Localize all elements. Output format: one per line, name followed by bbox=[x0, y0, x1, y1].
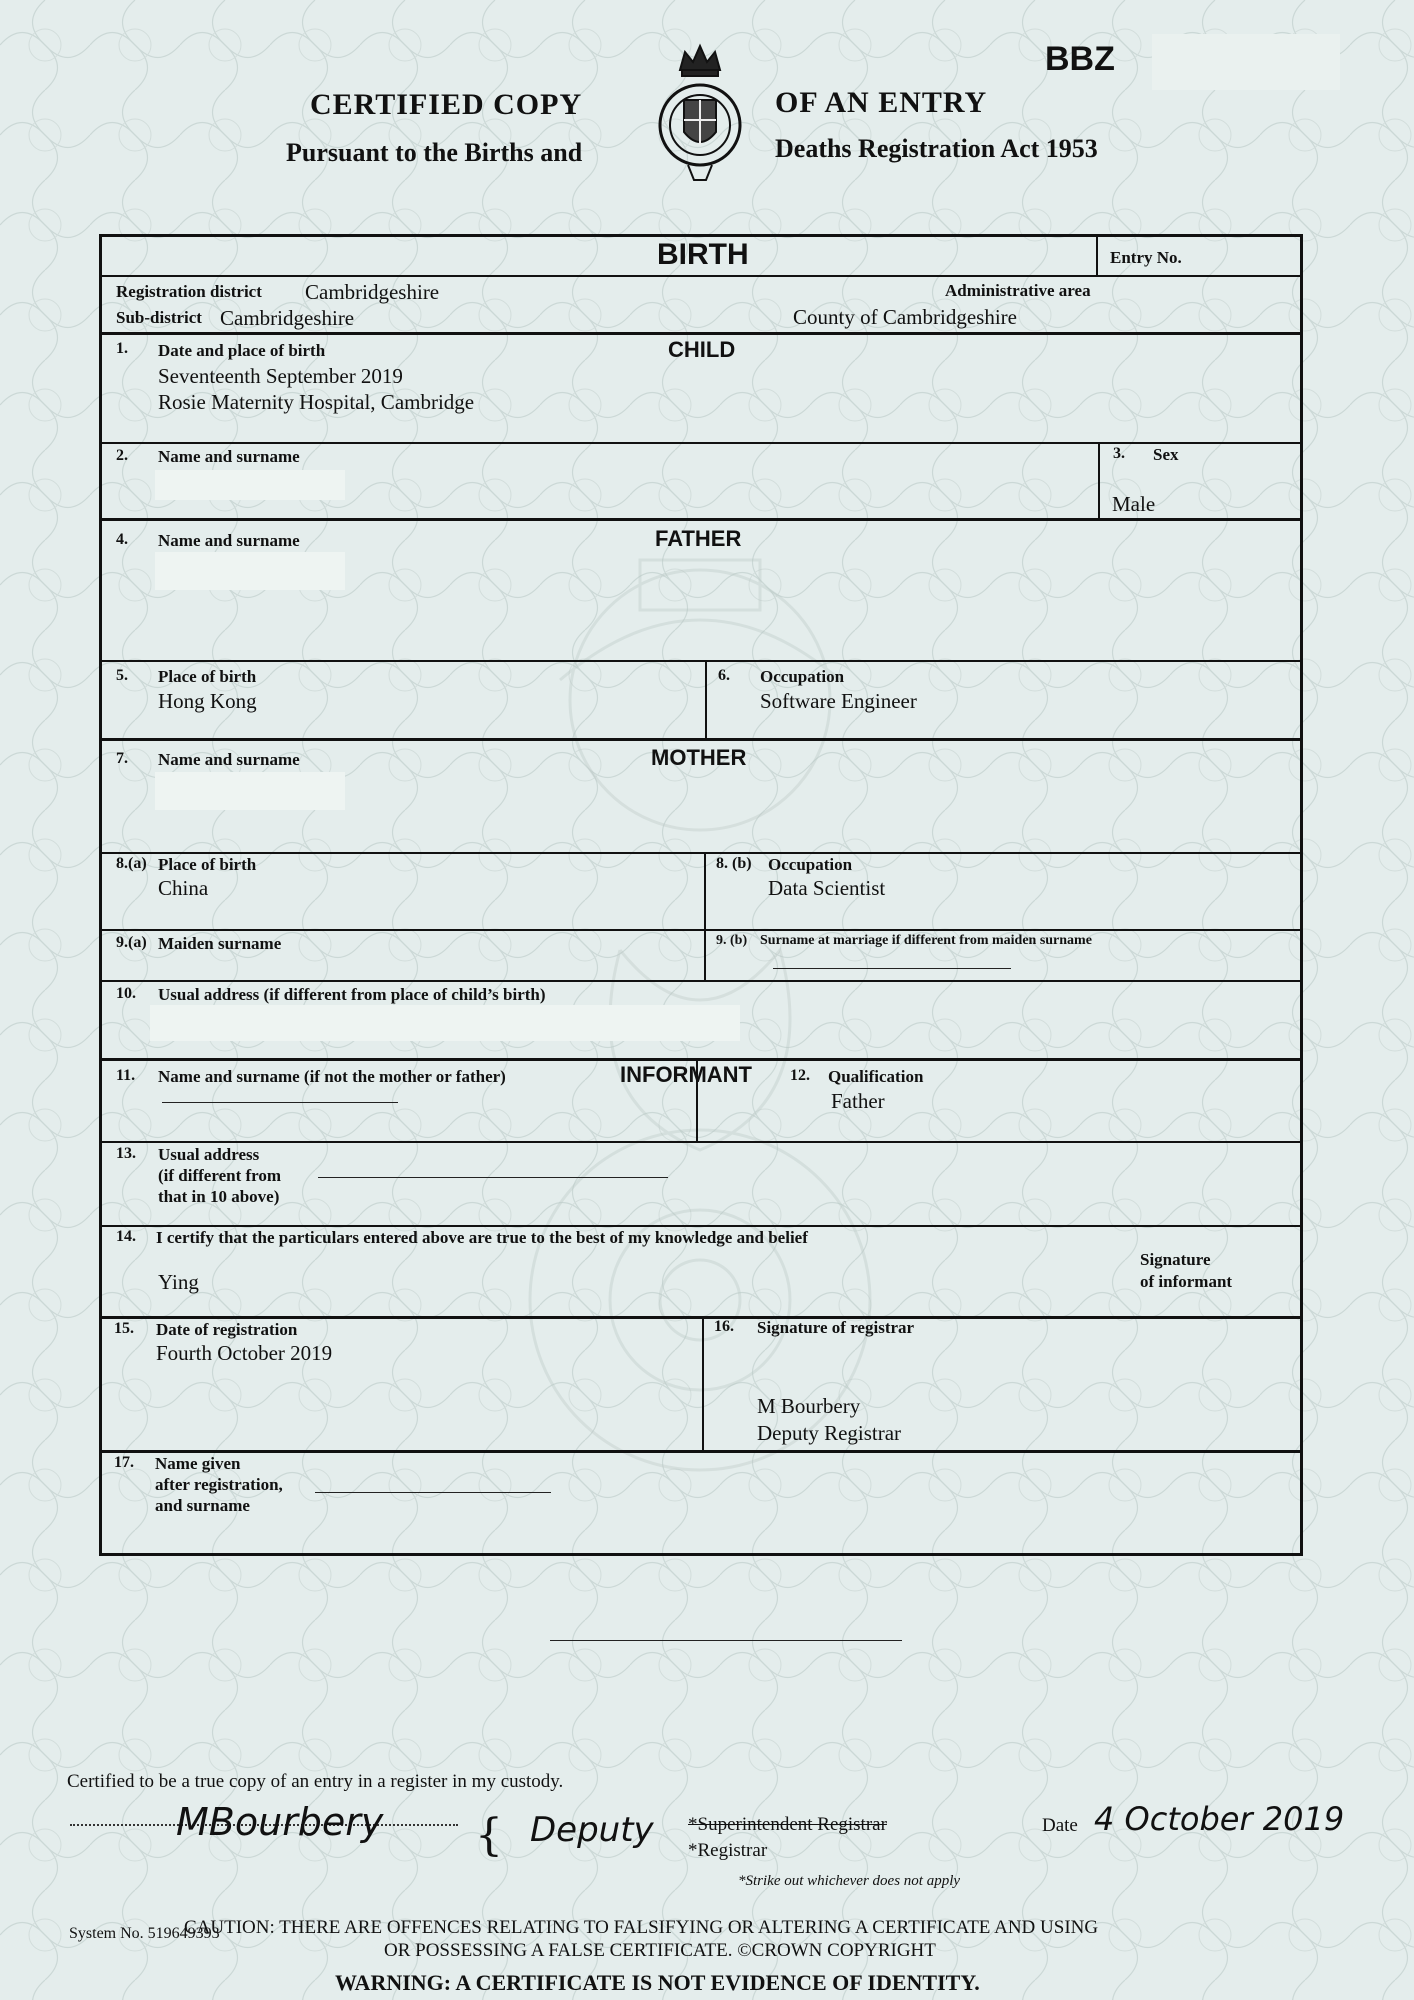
registrar-name-value: M Bourbery bbox=[757, 1394, 861, 1418]
field-10-label: Usual address (if different from place of child’s birth) bbox=[158, 985, 546, 1004]
field-7-number: 7. bbox=[116, 750, 128, 767]
field-5-label: Place of birth bbox=[158, 667, 257, 686]
field-9b-number: 9. (b) bbox=[716, 933, 748, 948]
mother-occupation-value: Data Scientist bbox=[768, 876, 886, 900]
subtitle-left: Pursuant to the Births and bbox=[286, 138, 583, 167]
field-8b-number: 8. (b) bbox=[716, 855, 752, 872]
field-8a-label: Place of birth bbox=[158, 855, 257, 874]
field-16-label: Signature of registrar bbox=[757, 1318, 915, 1337]
field-3-label: Sex bbox=[1153, 445, 1179, 464]
registrar-handwritten-signature: MBourbery bbox=[176, 1800, 384, 1844]
field-17-blank-line bbox=[315, 1492, 551, 1493]
field-6-number: 6. bbox=[718, 667, 730, 684]
title-left: CERTIFIED COPY bbox=[310, 88, 583, 121]
registration-district-label: Registration district bbox=[116, 282, 262, 301]
sub-district-value: Cambridgeshire bbox=[220, 306, 355, 330]
entry-no-label: Entry No. bbox=[1110, 248, 1182, 267]
registration-district-value: Cambridgeshire bbox=[305, 280, 440, 304]
field-5-number: 5. bbox=[116, 667, 128, 684]
handwritten-deputy: Deputy bbox=[530, 1810, 654, 1850]
child-name-redacted bbox=[155, 470, 345, 500]
system-number: System No. 519649393 bbox=[69, 1925, 220, 1942]
field-9b-label: Surname at marriage if different from maiden surname bbox=[760, 933, 1092, 948]
field-4-number: 4. bbox=[116, 531, 128, 548]
administrative-area-value: County of Cambridgeshire bbox=[793, 305, 1017, 329]
field-2-number: 2. bbox=[116, 447, 128, 464]
field-17-label-3: and surname bbox=[155, 1496, 250, 1515]
serial-number-redacted bbox=[1152, 34, 1340, 90]
caution-line-1: CAUTION: THERE ARE OFFENCES RELATING TO FALSIFYING OR ALTERING A CERTIFICATE AND USING bbox=[184, 1917, 1099, 1938]
field-11-number: 11. bbox=[116, 1067, 136, 1084]
date-label: Date bbox=[1042, 1815, 1078, 1836]
section-mother: MOTHER bbox=[651, 745, 747, 770]
serial-prefix: BBZ bbox=[1045, 40, 1115, 78]
child-sex-value: Male bbox=[1112, 492, 1156, 516]
child-birth-place: Rosie Maternity Hospital, Cambridge bbox=[158, 390, 475, 414]
field-14-number: 14. bbox=[116, 1228, 136, 1245]
field-1-number: 1. bbox=[116, 340, 128, 357]
registrar-option: *Registrar bbox=[688, 1840, 768, 1861]
field-6-label: Occupation bbox=[760, 667, 845, 686]
usual-address-redacted bbox=[150, 1005, 740, 1041]
field-17-label-1: Name given bbox=[155, 1454, 241, 1473]
section-informant: INFORMANT bbox=[620, 1062, 752, 1087]
field-15-number: 15. bbox=[114, 1320, 134, 1337]
superintendent-registrar-struck: *Superintendent Registrar bbox=[688, 1814, 887, 1835]
registrar-title-value: Deputy Registrar bbox=[757, 1421, 902, 1445]
section-child: CHILD bbox=[668, 337, 736, 362]
handwritten-date: 4 October 2019 bbox=[1094, 1800, 1345, 1838]
field-17-number: 17. bbox=[114, 1454, 134, 1471]
field-13-label-2: (if different from bbox=[158, 1166, 282, 1185]
informant-signature-value: Ying bbox=[158, 1270, 199, 1294]
signature-of-informant-label-1: Signature bbox=[1140, 1250, 1211, 1269]
field-13-label-1: Usual address bbox=[158, 1145, 260, 1164]
field-11-blank-line bbox=[162, 1102, 398, 1103]
certified-statement: Certified to be a true copy of an entry in a register in my custody. bbox=[67, 1771, 564, 1792]
field-16-number: 16. bbox=[714, 1318, 734, 1335]
field-10-number: 10. bbox=[116, 985, 136, 1002]
father-name-redacted bbox=[155, 552, 345, 590]
field-9a-number: 9.(a) bbox=[116, 934, 147, 951]
field-15-label: Date of registration bbox=[156, 1320, 298, 1339]
identity-warning: WARNING: A CERTIFICATE IS NOT EVIDENCE OF IDENTITY. bbox=[335, 1970, 980, 1995]
footer-blank-line bbox=[550, 1640, 902, 1641]
field-2-label: Name and surname bbox=[158, 447, 300, 466]
section-father: FATHER bbox=[655, 526, 742, 551]
field-13-label-3: that in 10 above) bbox=[158, 1187, 280, 1206]
field-12-number: 12. bbox=[790, 1067, 810, 1084]
mother-birthplace-value: China bbox=[158, 876, 209, 900]
field-13-number: 13. bbox=[116, 1145, 136, 1162]
father-birthplace-value: Hong Kong bbox=[158, 689, 257, 713]
form-heading: BIRTH bbox=[657, 238, 749, 271]
mother-name-redacted bbox=[155, 772, 345, 810]
field-11-label: Name and surname (if not the mother or father) bbox=[158, 1067, 506, 1086]
field-1-label: Date and place of birth bbox=[158, 341, 326, 360]
field-8a-number: 8.(a) bbox=[116, 855, 147, 872]
sub-district-label: Sub-district bbox=[116, 308, 202, 327]
field-17-label-2: after registration, bbox=[155, 1475, 283, 1494]
signature-of-informant-label-2: of informant bbox=[1140, 1272, 1233, 1291]
registration-date-value: Fourth October 2019 bbox=[156, 1341, 333, 1365]
field-13-blank-line bbox=[318, 1177, 668, 1178]
administrative-area-label: Administrative area bbox=[945, 281, 1091, 300]
field-9a-label: Maiden surname bbox=[158, 934, 282, 953]
field-12-label: Qualification bbox=[828, 1067, 924, 1086]
field-9b-blank-line bbox=[773, 968, 1011, 969]
subtitle-right: Deaths Registration Act 1953 bbox=[775, 134, 1098, 163]
informant-qualification-value: Father bbox=[831, 1089, 885, 1113]
caution-line-2: OR POSSESSING A FALSE CERTIFICATE. ©CROWN COPYRIGHT bbox=[384, 1940, 936, 1961]
field-14-label: I certify that the particulars entered above are true to the best of my knowledge and belief bbox=[156, 1228, 808, 1247]
title-right: OF AN ENTRY bbox=[775, 86, 988, 119]
field-3-number: 3. bbox=[1113, 445, 1125, 462]
field-7-label: Name and surname bbox=[158, 750, 300, 769]
signature-brace: { bbox=[475, 1810, 503, 1861]
child-birth-date: Seventeenth September 2019 bbox=[158, 364, 403, 388]
field-4-label: Name and surname bbox=[158, 531, 300, 550]
father-occupation-value: Software Engineer bbox=[760, 689, 917, 713]
royal-crest-icon bbox=[650, 40, 750, 185]
strike-out-note: *Strike out whichever does not apply bbox=[738, 1873, 961, 1889]
field-8b-label: Occupation bbox=[768, 855, 853, 874]
